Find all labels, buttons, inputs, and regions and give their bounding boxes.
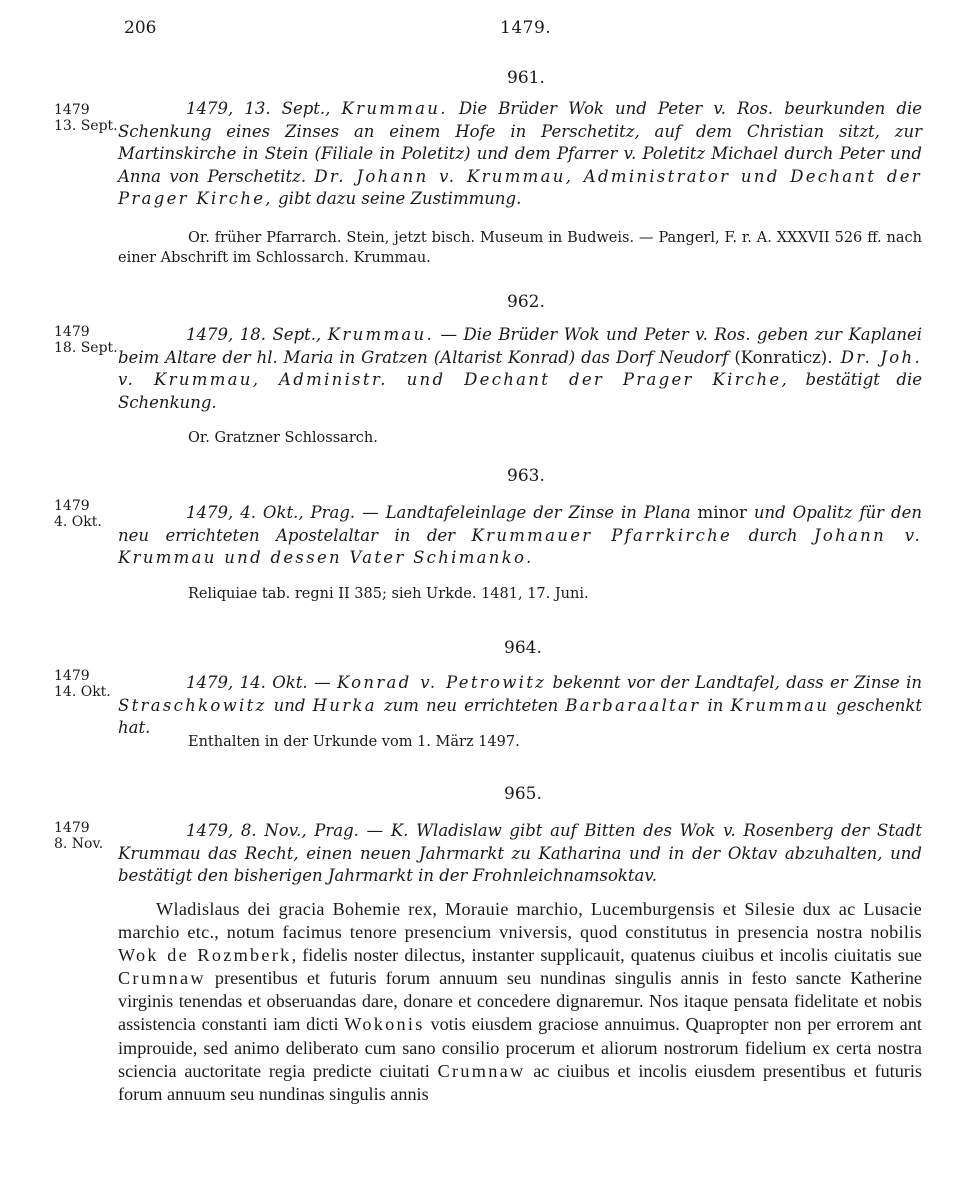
- margin-day: 14. Okt.: [54, 684, 111, 700]
- margin-date: [54, 324, 118, 356]
- source-note: Reliquiae tab. regni II 385; sieh Urkde. 1481, 17. Juni.: [188, 586, 589, 602]
- entry-number: 963.: [507, 466, 545, 486]
- margin-day: 18. Sept.: [54, 340, 118, 356]
- regest-text: 1479, 13. Sept., Krummau. Die Brüder Wok und Peter v. Ros. beurkunden die Schenkung eines Zinses an einem Hofe in Perschetitz, auf dem Christian sitzt, zur Martinskirche in Stein (Filiale in Poletitz) und dem Pfarrer v. Poletitz Michael durch Peter und Anna von Perschetitz. Dr. Johann v. Krummau, Administrator und Dechant der Prager Kirche, gibt dazu seine Zustimmung.: [118, 99, 922, 209]
- margin-day: 4. Okt.: [54, 514, 102, 530]
- entry-number: 961.: [507, 68, 545, 88]
- page-header: [0, 18, 960, 48]
- entry-number: 965.: [504, 784, 542, 804]
- entry-number: 962.: [507, 292, 545, 312]
- source-note: Or. früher Pfarrarch. Stein, jetzt bisch. Museum in Budweis. — Pangerl, F. r. A. XXXVII 526 ff. nach einer Abschrift im Schlossarch. Krummau.: [118, 230, 922, 266]
- margin-year: 1479: [54, 324, 90, 340]
- source-note: Or. Gratzner Schlossarch.: [188, 430, 378, 446]
- charter-text: Wladislaus dei gracia Bohemie rex, Morauie marchio, Lucemburgensis et Silesie dux ac Lusacie marchio etc., notum facimus tenore presencium vniversis, quod constitutus in presencia nostra nobilis Wok de Rozmberk, fidelis noster dilectus, instanter supplicauit, quatenus ciuibus et incolis ciuitatis sue Crumnaw presentibus et futuris forum annuum seu nundinas singulis annis in festo sancte Katherine virginis tenendas et obseruandas dare, donare et concedere dignaremur. Nos itaque pensata fidelitate et nobis assistencia constanti iam dicti Wokonis votis eiusdem graciose annuimus. Quapropter non per errorem ant improuide, sed animo deliberato cum sano consilio procerum et aliorum nostrorum fidelium ex certa nostra sciencia auctoritate regia predicte ciuitati Crumnaw ac ciuibus et incolis eiusdem presentibus et futuris forum annuum seu nundinas singulis annis: [118, 899, 922, 1104]
- entry-number: 964.: [504, 638, 542, 658]
- margin-date: [54, 498, 118, 530]
- page-number: 206: [124, 18, 157, 38]
- margin-year: 1479: [54, 498, 90, 514]
- margin-day: 8. Nov.: [54, 836, 104, 852]
- margin-year: 1479: [54, 668, 90, 684]
- margin-day: 13. Sept.: [54, 118, 118, 134]
- margin-date: [54, 668, 118, 700]
- regest-text: 1479, 18. Sept., Krummau. — Die Brüder Wok und Peter v. Ros. geben zur Kaplanei beim Altare der hl. Maria in Gratzen (Altarist Konrad) das Dorf Neudorf (Konraticz). Dr. Joh. v. Krummau, Administr. und Dechant der Prager Kirche, bestätigt die Schenkung.: [118, 325, 922, 412]
- margin-year: 1479: [54, 820, 90, 836]
- regest-text: 1479, 8. Nov., Prag. — K. Wladislaw gibt auf Bitten des Wok v. Rosenberg der Stadt Krummau das Recht, einen neuen Jahrmarkt zu Katharina und in der Oktav abzuhalten, und bestätigt den bisherigen Jahrmarkt in der Frohnleichnamsoktav.: [118, 821, 922, 886]
- margin-date: [54, 820, 118, 852]
- source-note: Enthalten in der Urkunde vom 1. März 1497.: [188, 734, 520, 750]
- regest-text: 1479, 14. Okt. — Konrad v. Petrowitz bekennt vor der Landtafel, dass er Zinse in Straschkowitz und Hurka zum neu errichteten Barbaraaltar in Krummau geschenkt hat.: [118, 673, 922, 738]
- regest-text: 1479, 4. Okt., Prag. — Landtafeleinlage der Zinse in Plana minor und Opalitz für den neu errichteten Apostelaltar in der Krummauer Pfarrkirche durch Johann v. Krummau und dessen Vater Schimanko.: [118, 503, 922, 568]
- running-head-year: 1479.: [500, 18, 552, 38]
- margin-year: 1479: [54, 102, 90, 118]
- margin-date: [54, 102, 118, 134]
